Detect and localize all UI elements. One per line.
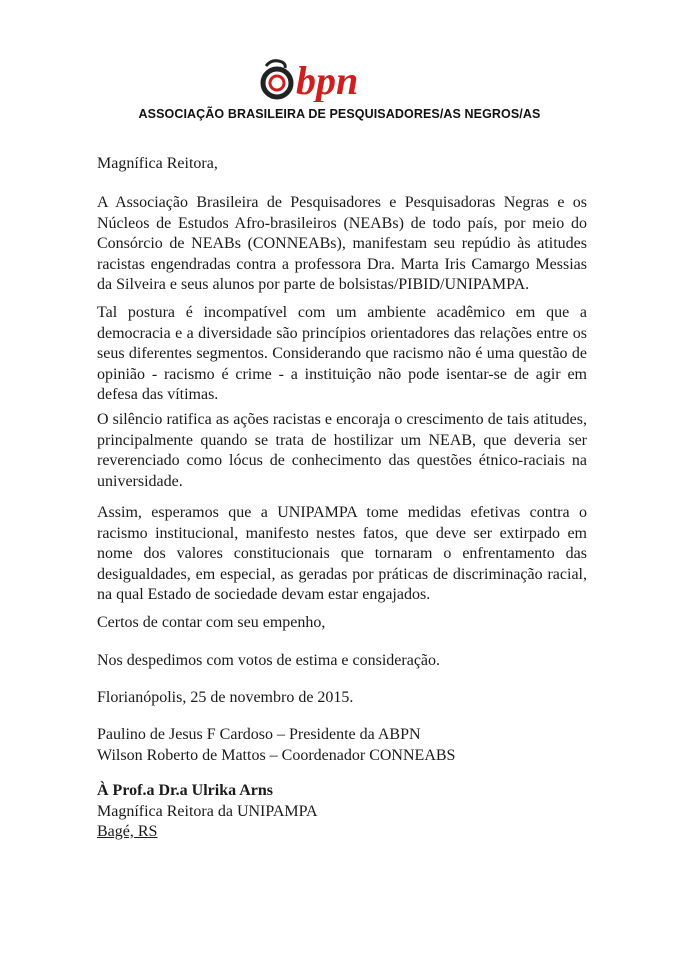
signatory-1: Paulino de Jesus F Cardoso – Presidente da ABPN <box>97 726 421 743</box>
abpn-logo-graphic <box>256 56 426 102</box>
paragraph-1: A Associação Brasileira de Pesquisadores e Pesquisadoras Negras e os Núcleos de Estudos Afro-brasileiros (NEABs) de todo país, por meio do Consórcio de NEABs (CONNEABs), manifestam seu repúdio às atitudes racistas engendradas contra a professora Dra. Marta Iris Camargo Messias da Silveira e seus alunos por parte de bolsistas/PIBID/UNIPAMPA. <box>97 194 587 293</box>
place-and-date: Florianópolis, 25 de novembro de 2015. <box>97 689 354 706</box>
addressee-name: À Prof.a Dr.a Ulrika Arns <box>97 782 273 799</box>
paragraph-2: Tal postura é incompatível com um ambiente acadêmico em que a democracia e a diversidade são princípios orientadores das relações entre os seus diferentes segmentos. Considerando que racismo não é uma questão de opinião - racismo é crime - a instituição não pode isentar-se de agir em defesa das vítimas. <box>97 304 587 403</box>
salutation: Magnífica Reitora, <box>97 155 218 172</box>
addressee-title: Magnífica Reitora da UNIPAMPA <box>97 802 318 820</box>
closing-line-2: Nos despedimos com votos de estima e consideração. <box>97 652 441 669</box>
paragraph-4: Assim, esperamos que a UNIPAMPA tome medidas efetivas contra o racismo institucional, manifesto nestes fatos, que deve ser extirpado em nome dos valores constitucionais que tornaram o enfrentamento das desigualdades, em especial, as geradas por práticas de discriminação racial, na qual Estado de sociedade devam estar engajados. <box>97 504 587 603</box>
organization-name: ASSOCIAÇÃO BRASILEIRA DE PESQUISADORES/AS NEGROS/AS <box>138 107 541 121</box>
signatory-2: Wilson Roberto de Mattos – Coordenador CONNEABS <box>97 746 456 764</box>
closing-line-1: Certos de contar com seu empenho, <box>97 614 326 631</box>
addressee-city: Bagé, RS <box>97 823 158 840</box>
abpn-logo <box>256 56 426 102</box>
signatories <box>97 725 587 766</box>
addressee-block <box>97 781 587 843</box>
paragraph-3: O silêncio ratifica as ações racistas e encoraja o crescimento de tais atitudes, principalmente quando se trata de hostilizar um NEAB, que deveria ser reverenciado como lócus de conhecimento das questões étnico-raciais na universidade. <box>97 411 587 490</box>
logo-wordmark: bpn <box>296 58 359 102</box>
